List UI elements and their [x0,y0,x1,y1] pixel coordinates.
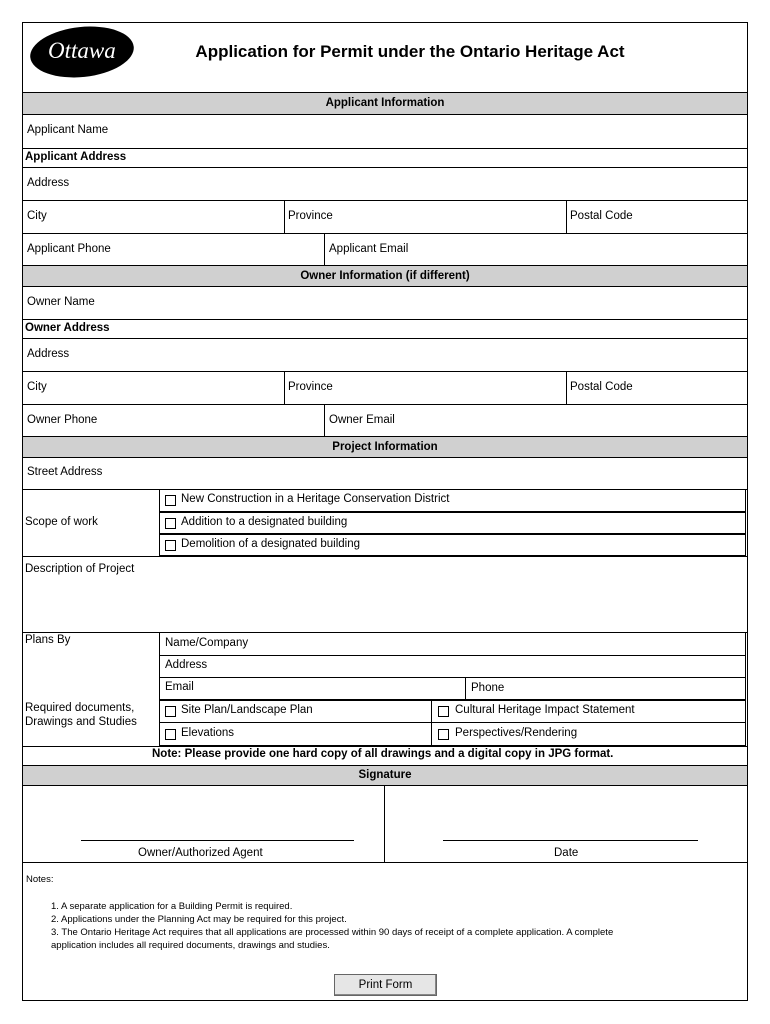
description-of-project-field[interactable]: Description of Project [25,563,135,575]
owner-city-field[interactable]: City [27,381,47,393]
ottawa-logo: Ottawa [28,22,137,83]
drawings-note: Note: Please provide one hard copy of all drawings and a digital copy in JPG format. [152,748,614,760]
checkbox-icon[interactable] [165,706,176,717]
owner-phone-field[interactable]: Owner Phone [27,414,98,426]
note-item: 1. A separate application for a Building Permit is required. [51,901,293,912]
applicant-name-field[interactable]: Applicant Name [27,124,109,136]
scope-option-demolition[interactable]: Demolition of a designated building [159,534,746,556]
checkbox-icon[interactable] [165,540,176,551]
applicant-phone-field[interactable]: Applicant Phone [27,243,111,255]
applicant-postal-code-field[interactable]: Postal Code [570,210,633,222]
section-signature: Signature [23,765,747,786]
section-project-information: Project Information [23,436,747,458]
owner-name-field[interactable]: Owner Name [27,296,95,308]
checkbox-icon[interactable] [438,706,449,717]
notes-label: Notes: [26,874,54,885]
owner-address-field[interactable]: Address [27,348,70,360]
checkbox-icon[interactable] [165,729,176,740]
owner-signature-line[interactable] [81,840,354,841]
doc-option-heritage-impact[interactable]: Cultural Heritage Impact Statement [431,700,746,723]
scope-option-new-construction[interactable]: New Construction in a Heritage Conservation District [159,489,746,512]
owner-agent-label: Owner/Authorized Agent [138,847,263,859]
required-documents-label: Required documents, [25,702,135,714]
note-item: 2. Applications under the Planning Act may be required for this project. [51,914,347,925]
checkbox-icon[interactable] [438,729,449,740]
scope-of-work-label: Scope of work [25,516,98,528]
owner-province-field[interactable]: Province [288,381,333,393]
scope-option-addition[interactable]: Addition to a designated building [159,512,746,534]
applicant-city-field[interactable]: City [27,210,47,222]
owner-address-heading: Owner Address [25,322,110,334]
plans-email-field[interactable]: Email [159,677,466,700]
owner-email-field[interactable]: Owner Email [329,414,395,426]
doc-option-site-plan[interactable]: Site Plan/Landscape Plan [159,700,432,723]
checkbox-icon[interactable] [165,495,176,506]
section-applicant-information: Applicant Information [23,92,747,115]
owner-postal-code-field[interactable]: Postal Code [570,381,633,393]
notes-list [51,900,731,952]
plans-by-label: Plans By [25,634,71,646]
print-form-button[interactable]: Print Form [334,974,437,996]
plans-address-field[interactable]: Address [159,655,746,678]
applicant-province-field[interactable]: Province [288,210,333,222]
applicant-address-heading: Applicant Address [25,151,127,163]
checkbox-icon[interactable] [165,518,176,529]
applicant-address-field[interactable]: Address [27,177,70,189]
drawings-studies-label: Drawings and Studies [25,716,137,728]
plans-phone-field[interactable]: Phone [465,677,746,700]
page-title: Application for Permit under the Ontario Heritage Act [195,42,625,61]
section-owner-information: Owner Information (if different) [23,265,747,287]
note-item: 3. The Ontario Heritage Act requires that all applications are processed within 90 days of receipt of a complete application. A complete [51,927,614,938]
doc-option-perspectives[interactable]: Perspectives/Rendering [431,722,746,746]
applicant-email-field[interactable]: Applicant Email [329,243,409,255]
plans-name-company-field[interactable]: Name/Company [159,632,746,656]
note-item: application includes all required documents, drawings and studies. [51,940,330,951]
street-address-field[interactable]: Street Address [27,466,103,478]
date-label: Date [554,847,579,859]
date-signature-line[interactable] [443,840,698,841]
doc-option-elevations[interactable]: Elevations [159,722,432,746]
